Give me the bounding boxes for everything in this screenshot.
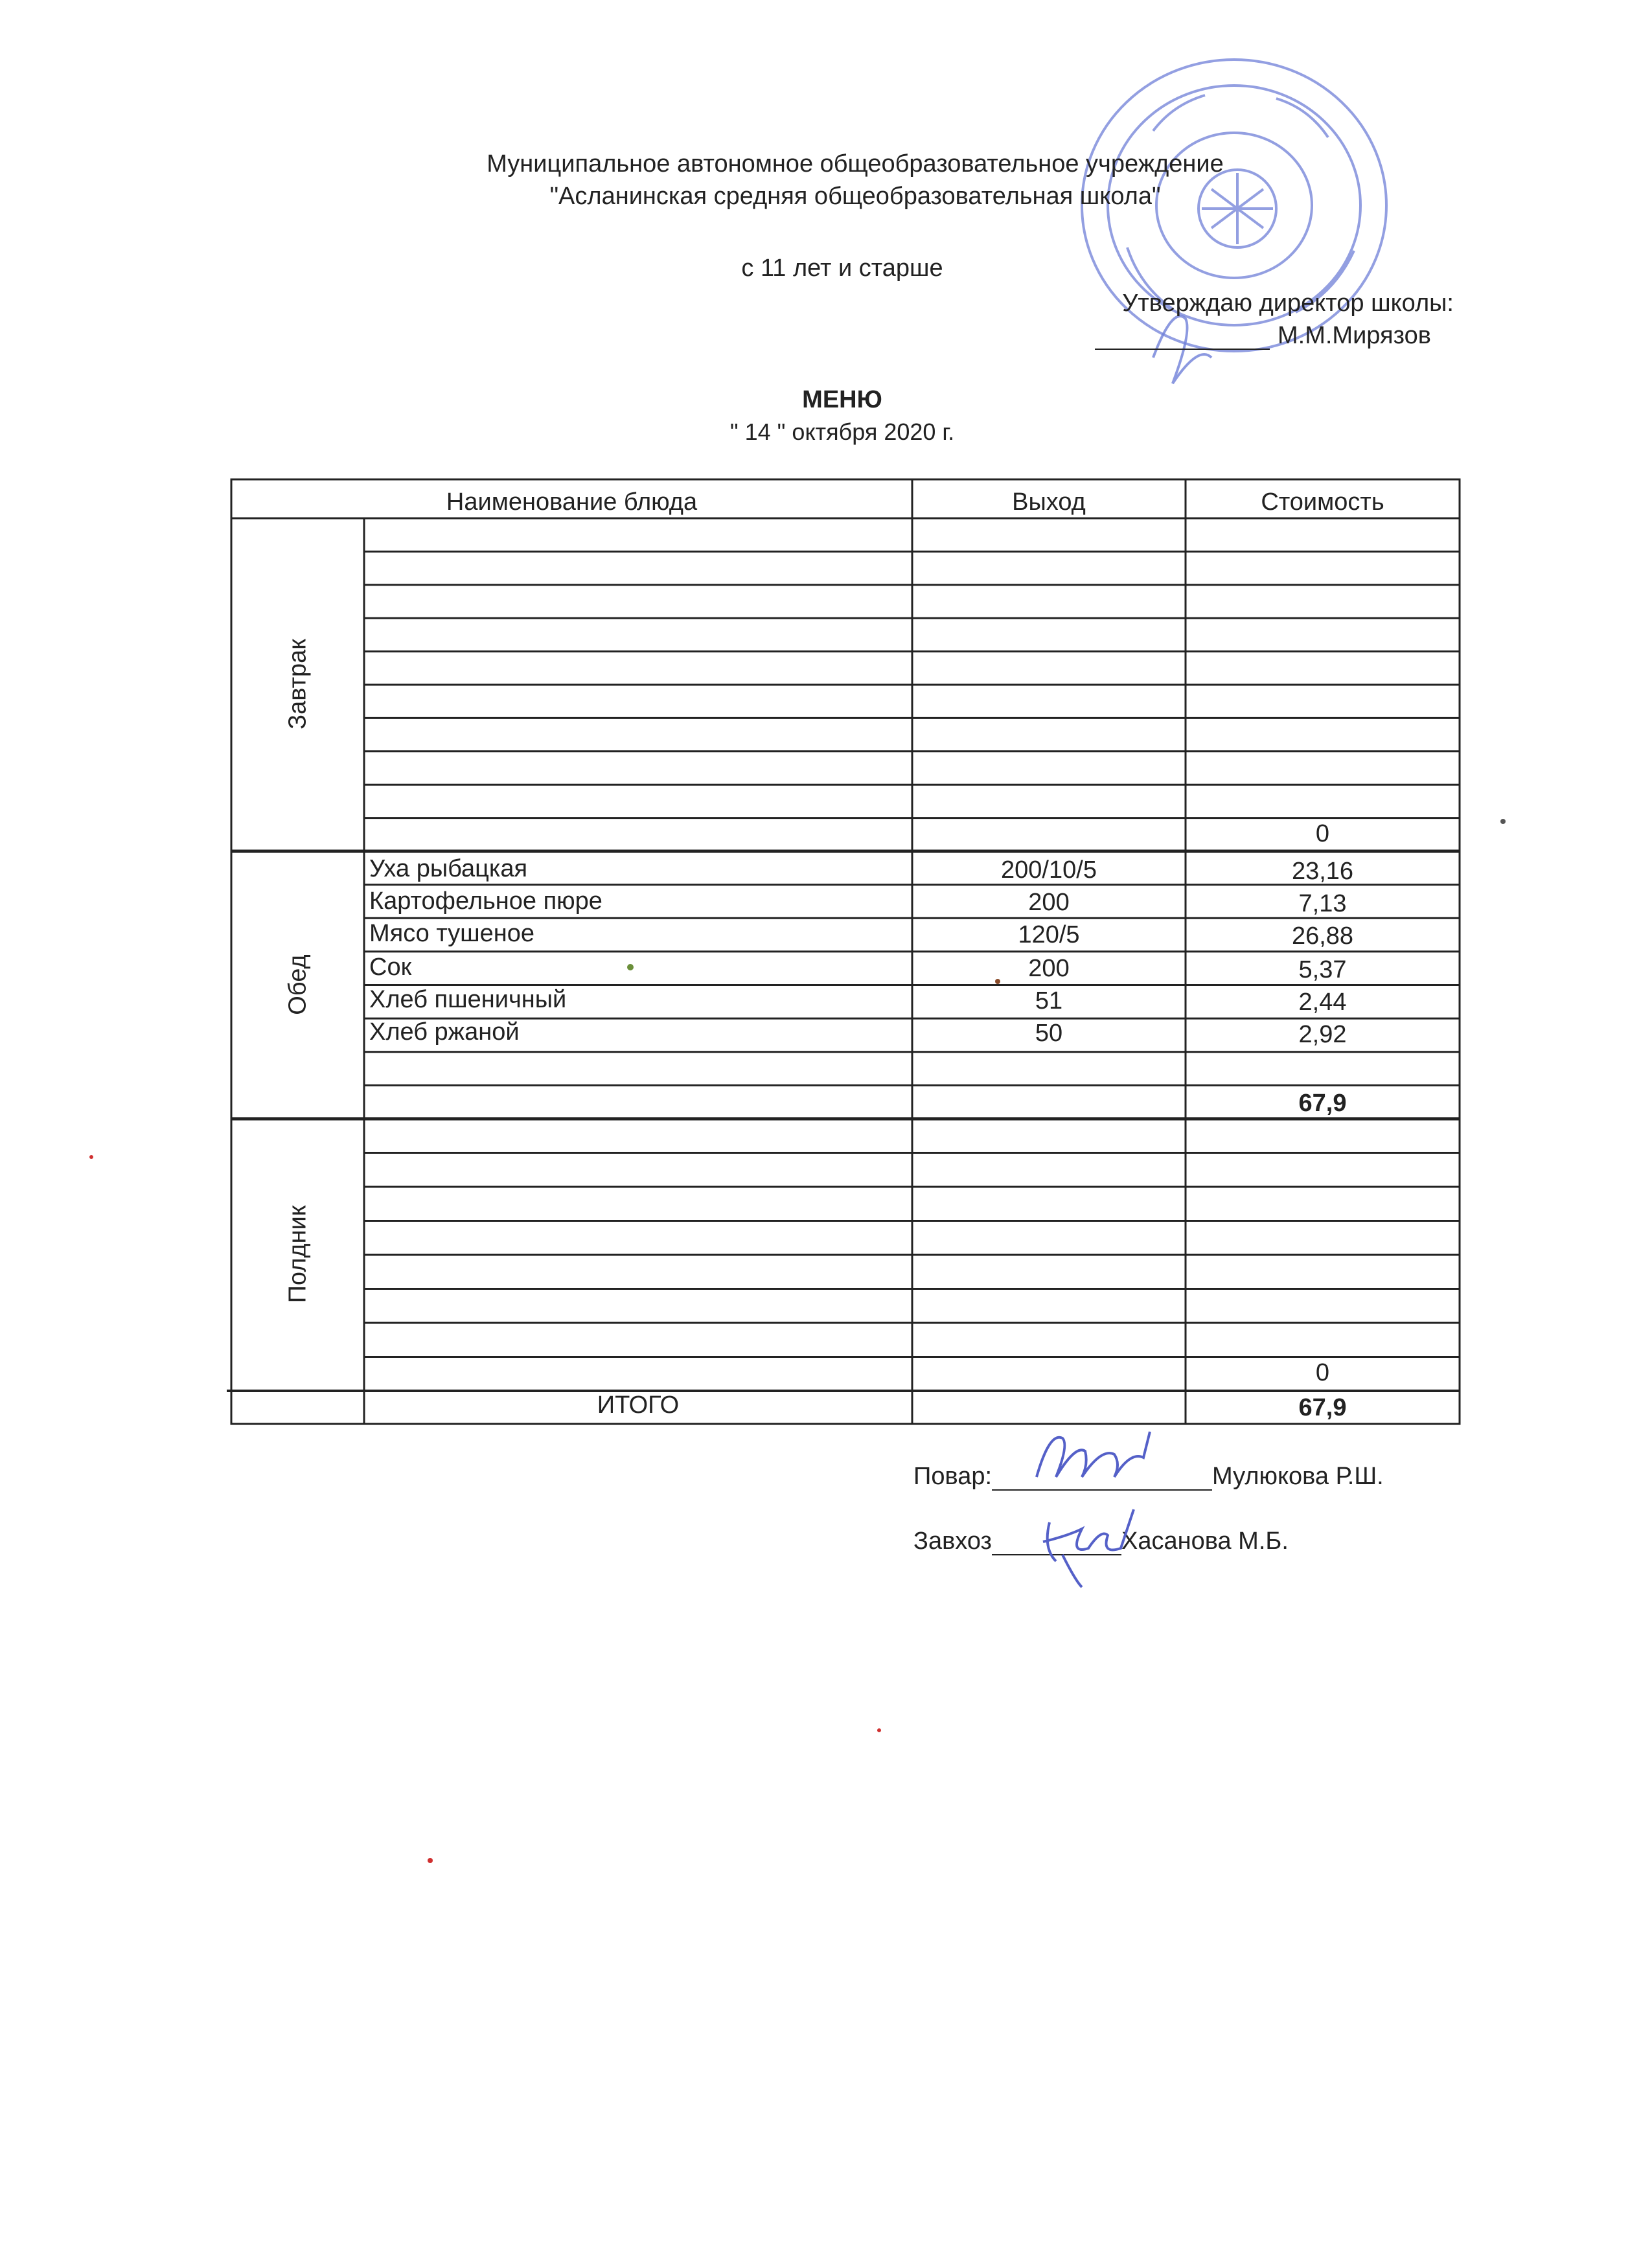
total-label: ИТОГО xyxy=(597,1392,680,1419)
lunch-dish-1: Уха рыбацкая xyxy=(369,855,528,882)
scan-speck xyxy=(428,1858,433,1863)
lunch-output-6: 50 xyxy=(1035,1020,1063,1047)
lunch-output-4: 200 xyxy=(1028,955,1070,982)
breakfast-subtotal: 0 xyxy=(1315,820,1330,847)
age-group: с 11 лет и старше xyxy=(741,255,943,282)
lunch-dish-2: Картофельное пюре xyxy=(369,888,602,915)
organization-line-2: "Асланинская средняя общеобразовательная школа" xyxy=(549,183,1161,210)
lunch-dish-5: Хлеб пшеничный xyxy=(369,986,567,1013)
cook-label: Повар: xyxy=(913,1463,992,1490)
lunch-cost-6: 2,92 xyxy=(1298,1021,1347,1048)
lunch-output-2: 200 xyxy=(1028,889,1070,916)
column-header-cost: Стоимость xyxy=(1261,488,1384,516)
director-name: М.М.Мирязов xyxy=(1278,322,1431,349)
organization-line-1: Муниципальное автономное общеобразовательное учреждение xyxy=(487,150,1224,178)
scan-speck xyxy=(627,964,634,970)
lunch-output-1: 200/10/5 xyxy=(1001,856,1097,884)
section-label-lunch: Обед xyxy=(284,954,312,1015)
lunch-output-3: 120/5 xyxy=(1018,921,1080,948)
lunch-dish-3: Мясо тушеное xyxy=(369,920,535,947)
cook-name: Мулюкова Р.Ш. xyxy=(1212,1463,1384,1490)
section-label-snack: Полдник xyxy=(284,1205,312,1303)
lunch-cost-3: 26,88 xyxy=(1291,922,1354,950)
lunch-output-5: 51 xyxy=(1035,987,1063,1014)
total-value: 67,9 xyxy=(1298,1394,1347,1421)
lunch-cost-5: 2,44 xyxy=(1298,989,1347,1016)
storekeeper-name: Хасанова М.Б. xyxy=(1121,1528,1289,1555)
approval-caption: Утверждаю директор школы: xyxy=(1122,290,1454,317)
lunch-dish-4: Сок xyxy=(369,954,412,981)
lunch-cost-4: 5,37 xyxy=(1298,956,1347,983)
storekeeper-label: Завхоз xyxy=(913,1528,992,1555)
section-label-breakfast: Завтрак xyxy=(284,639,312,729)
storekeeper-handwritten-signature xyxy=(1024,1503,1166,1594)
column-header-output: Выход xyxy=(1012,488,1086,516)
lunch-dish-6: Хлеб ржаной xyxy=(369,1018,520,1046)
snack-subtotal: 0 xyxy=(1315,1359,1330,1386)
column-header-dish: Наименование блюда xyxy=(446,488,698,516)
cook-handwritten-signature xyxy=(1024,1425,1192,1490)
menu-date: " 14 " октября 2020 г. xyxy=(729,418,955,445)
lunch-cost-1: 23,16 xyxy=(1291,858,1354,885)
scan-speck xyxy=(1500,819,1506,824)
scan-speck xyxy=(877,1728,881,1732)
lunch-subtotal: 67,9 xyxy=(1298,1090,1347,1117)
menu-title: МЕНЮ xyxy=(802,386,882,413)
scan-speck xyxy=(995,979,1000,984)
scan-speck xyxy=(89,1155,93,1159)
lunch-cost-2: 7,13 xyxy=(1298,890,1347,917)
